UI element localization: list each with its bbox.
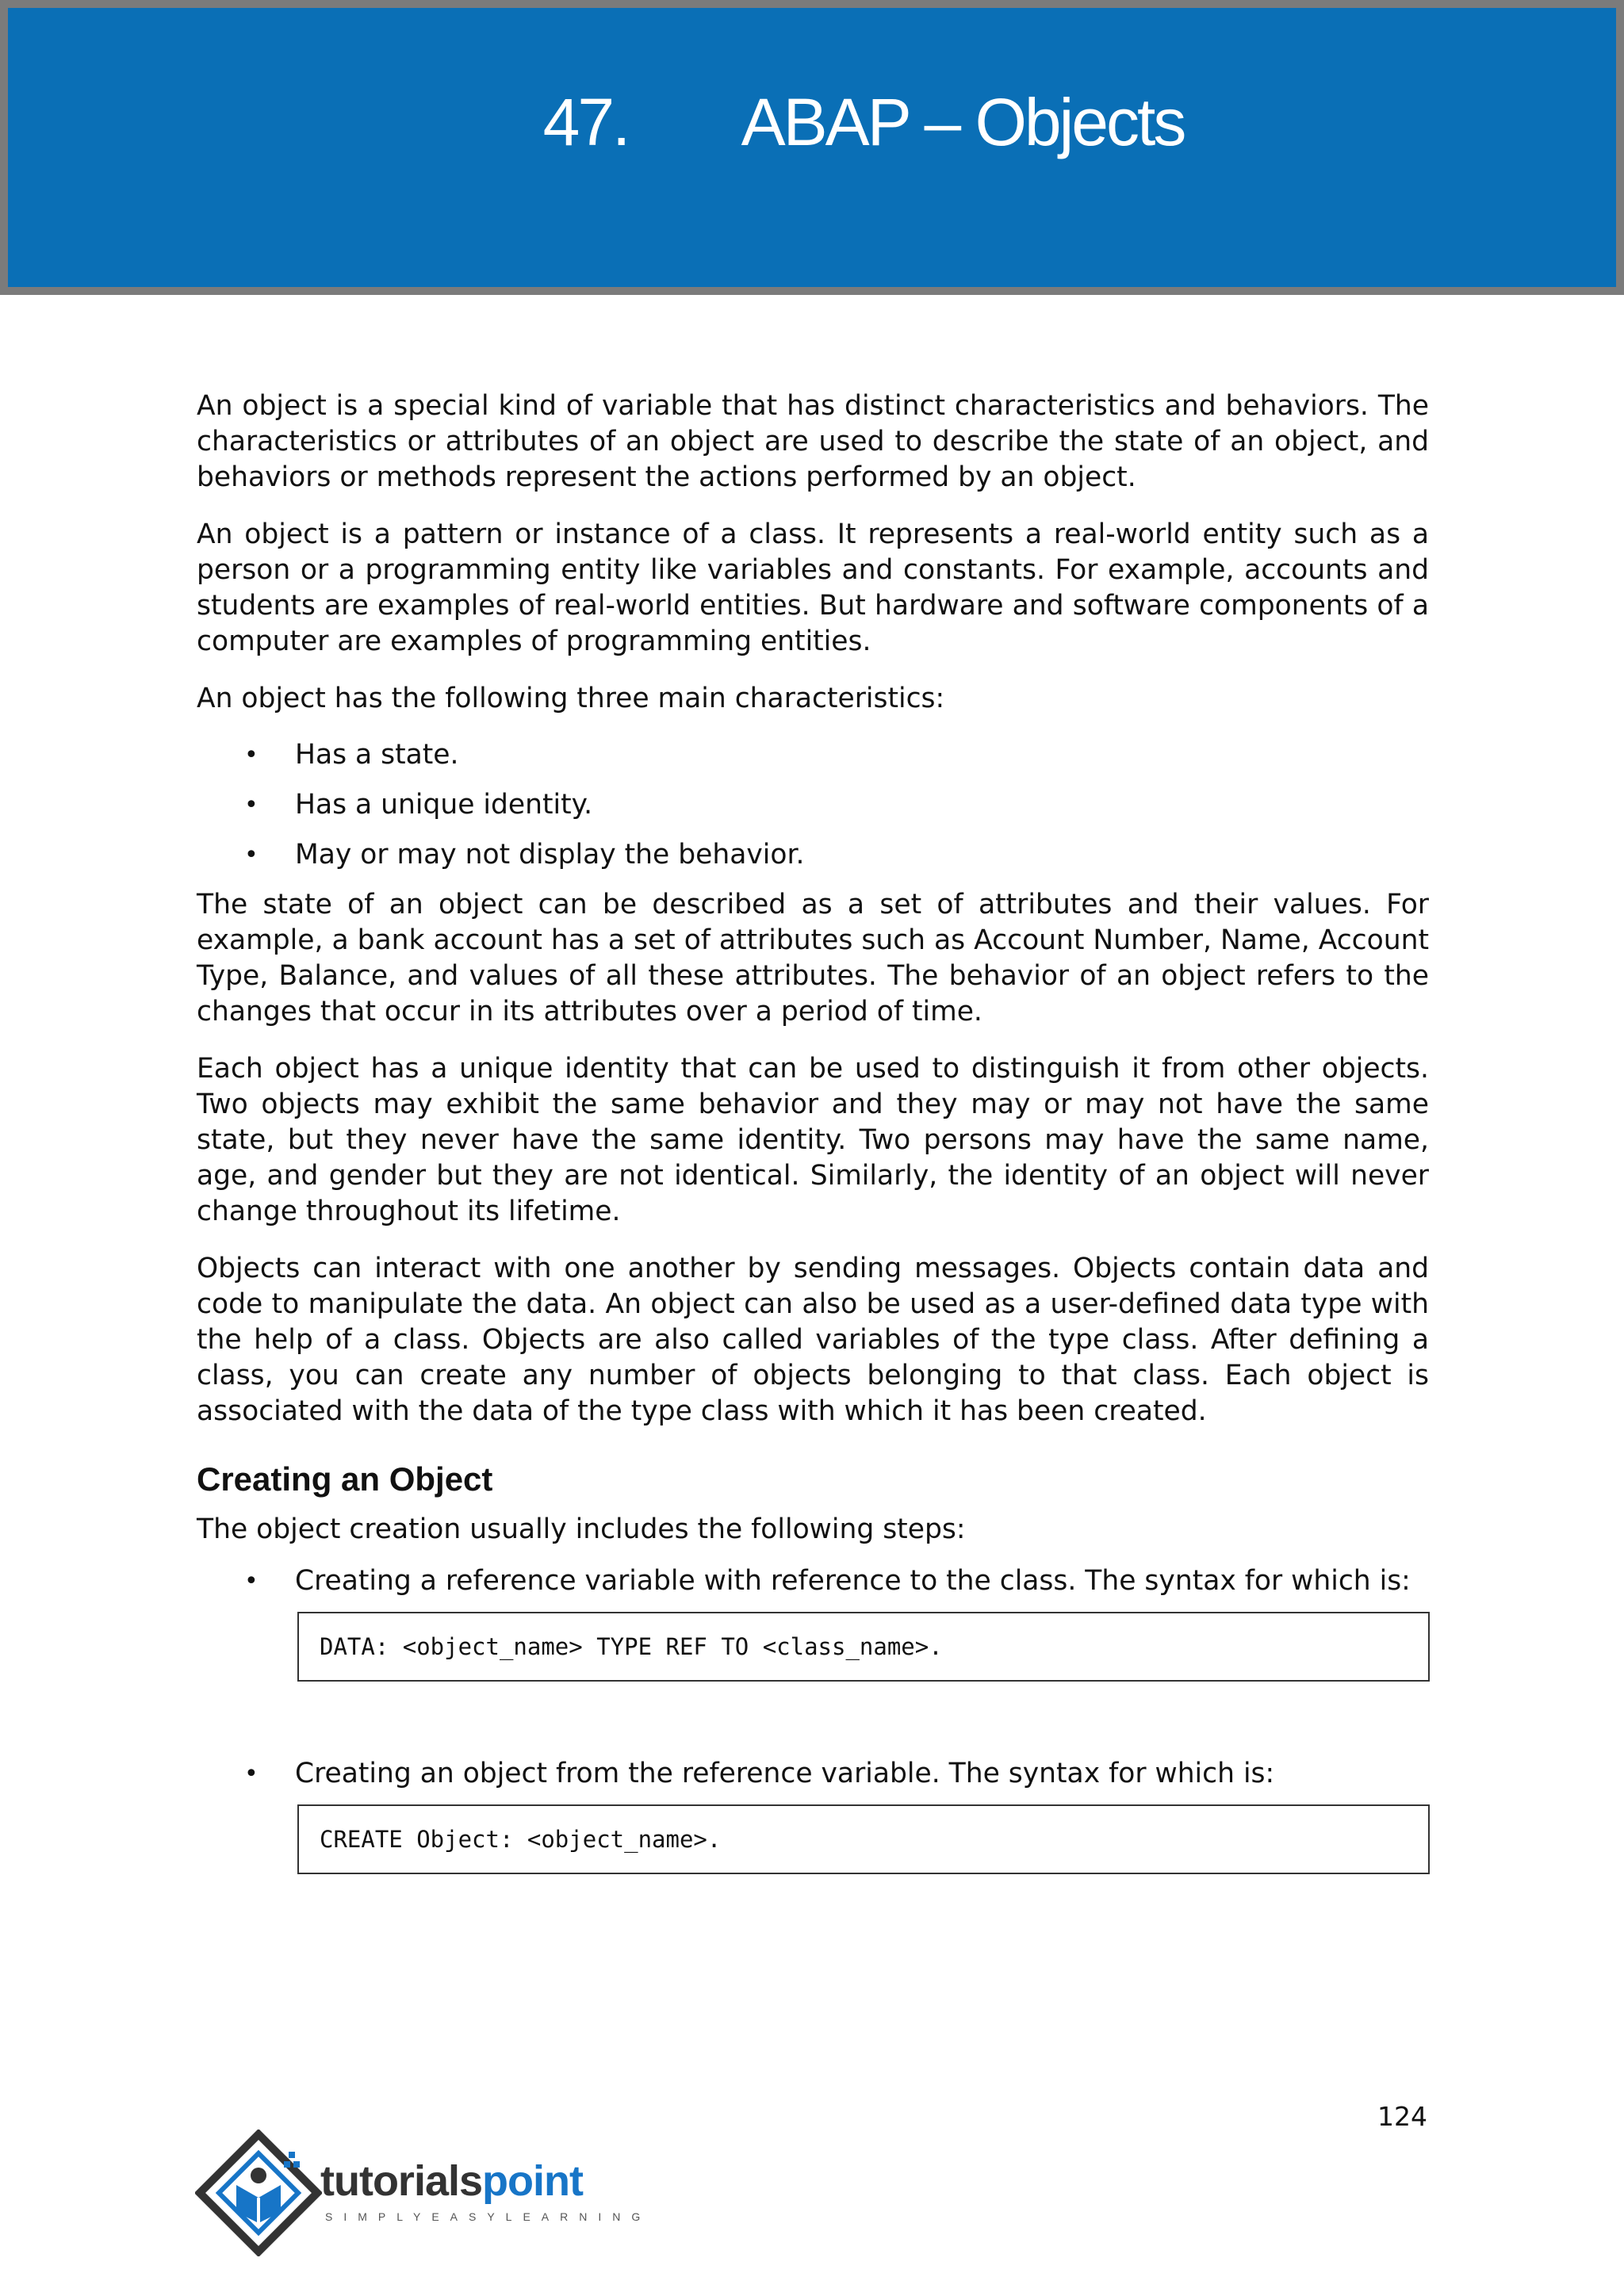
steps-list	[197, 1756, 1429, 1792]
chapter-title-text: ABAP – Objects	[741, 85, 1185, 159]
step-text: Creating an object from the reference variable. The syntax for which is:	[295, 1758, 1275, 1789]
bullet-icon: •	[244, 1760, 259, 1788]
list-item: • Has a state.	[197, 737, 1429, 787]
logo-emblem-icon	[195, 2130, 322, 2256]
paragraph: The state of an object can be described as a set of attributes and their values. For example, a bank account has a set of attributes such as Account Number, Name, Account Type, Balance, and values of all these attributes. The behavior of an object refers to the changes that occur in its attributes over a period of time.	[197, 889, 1429, 1027]
paragraph: An object is a pattern or instance of a class. It represents a real-world entity such as a person or a programming entity like variables and constants. For example, accounts and students are examples of real-world entities. But hardware and software components of a computer are examples of programming entities.	[197, 519, 1429, 657]
logo-wordmark: tutorialspoint	[320, 2157, 583, 2205]
bullet-icon: •	[244, 791, 259, 819]
paragraph: An object is a special kind of variable that has distinct characteristics and behaviors. The characteristics or attributes of an object are used to describe the state of an object, and behaviors or methods represent the actions performed by an object.	[197, 390, 1429, 493]
code-block: CREATE Object: <object_name>.	[297, 1804, 1430, 1874]
tutorialspoint-logo	[195, 2130, 652, 2264]
list-item: • Has a unique identity.	[197, 787, 1429, 837]
page-content	[197, 388, 1429, 1874]
page-number: 124	[1377, 2101, 1427, 2132]
chapter-number: 47.	[542, 85, 629, 159]
step-text: Creating a reference variable with reference to the class. The syntax for which is:	[295, 1565, 1411, 1597]
list-item	[197, 1756, 1429, 1792]
list-item	[197, 1563, 1429, 1599]
code-block: DATA: <object_name> TYPE REF TO <class_name>.	[297, 1612, 1430, 1682]
logo-tagline: SIMPLYEASYLEARNING	[325, 2210, 652, 2223]
list-item: • May or may not display the behavior.	[197, 837, 1429, 887]
paragraph: Each object has a unique identity that can be used to distinguish it from other objects. Two objects may exhibit the same behavior and they may or may not have the same state, but they never have the same identity. Two persons may have the same name, age, and gender but they are not identical. Similarly, the identity of an object will never change throughout its lifetime.	[197, 1053, 1429, 1227]
bullet-icon: •	[244, 841, 259, 869]
section-intro: The object creation usually includes the following steps:	[197, 1513, 966, 1545]
bullet-icon: •	[244, 1567, 259, 1595]
paragraph: An object has the following three main characteristics:	[197, 683, 945, 714]
characteristics-list	[197, 737, 1429, 887]
section-heading: Creating an Object	[197, 1460, 493, 1498]
bullet-icon: •	[244, 741, 259, 769]
paragraph: Objects can interact with one another by sending messages. Objects contain data and code to manipulate the data. An object can also be used as a user-defined data type with the help of a class. Objects are also called variables of the type class. After defining a class, you can create any number of objects belonging to that class. Each object is associated with the data of the type class with which it has been created.	[197, 1253, 1429, 1427]
chapter-banner	[0, 0, 1624, 295]
chapter-title	[8, 84, 1616, 161]
steps-list	[197, 1563, 1429, 1599]
